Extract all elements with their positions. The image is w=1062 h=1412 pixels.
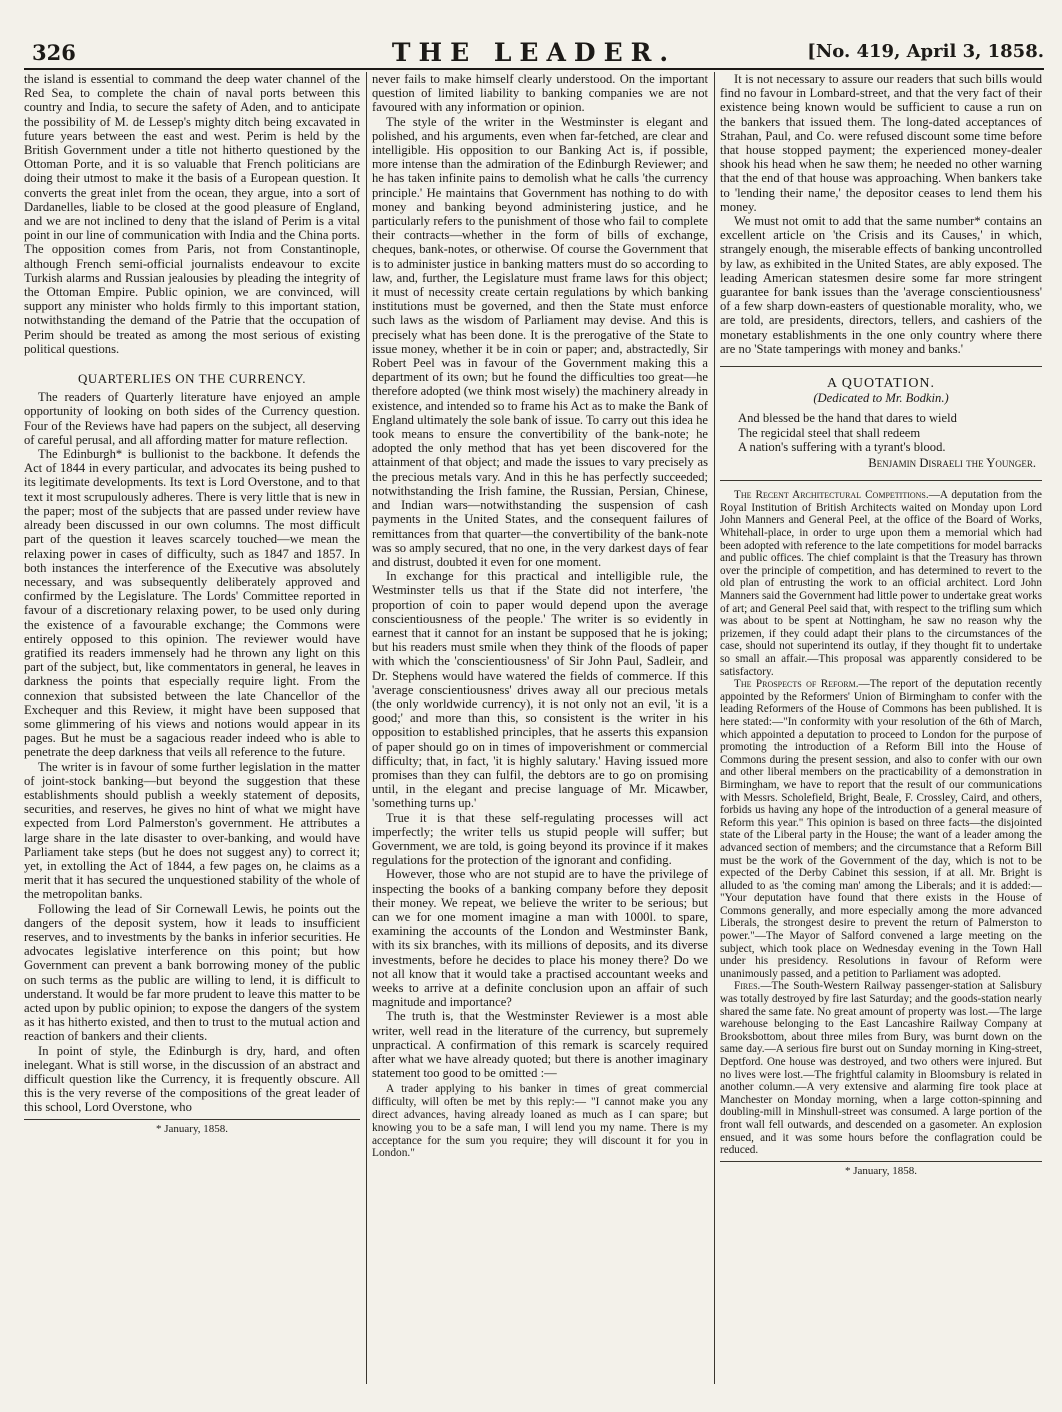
paragraph: The writer is in favour of some further legislation in the matter of joint-stock banking—but beyond the suggestion that these establishments should publish a weekly statement of deposits, securities, and reserves, he gives no hint of what we might have expected from Lord Palmerston's government. He attributes a large share in the late disaster to over-banking, and would have Parliament take steps (but he does not suggest any) to correct it; yet, in extolling the Act of 1844, a few pages on, he claims as a merit that it has secured the unquestioned stability of the whole of the metropolitan banks. bbox=[24, 759, 360, 902]
paragraph: The Edinburgh* is bullionist to the backbone. It defends the Act of 1844 in every particular, and advocates its being pushed to its legitimate developments. Its text is Lord Overstone, and to that text it most scrupulously adheres. There is very little that is new in the paper; most of the subjects that are passed under review have already been discussed in our own columns. The most difficult part of the question it leaves scarcely touched—we mean the relaxing power in cases of difficulty, such as 1847 and 1857. In both instances the interference of the Executive was absolutely necessary, and was subsequently deliberately approved and confirmed by the Legislature. The Lords' Committee reported in favour of a discretionary relaxing power, to be used only during the existence of a favourable exchange; the Commons were entirely opposed to this opinion. The reviewer would have gratified its readers immensely had he thrown any light on this part of the subject, but, like commentators in general, he leaves in darkness the points that especially require light. From the connexion that subsisted between the late Chancellor of the Exchequer and this Review, it might have been supposed that some glimmering of his views and notions would appear in its pages. But he must be a sagacious reader indeed who is able to penetrate the deep darkness that veils all reference to the future. bbox=[24, 447, 360, 760]
section-divider bbox=[720, 366, 1042, 367]
news-item bbox=[720, 678, 1042, 980]
paragraph: True it is that these self-regulating processes will act imperfectly; the writer tells us stupid people will suffer; but Government, we are told, is going beyond its province if it makes regulations for the protection of the ignorant and confiding. bbox=[372, 810, 708, 868]
paragraph: In exchange for this practical and intelligible rule, the Westminster tells us that if the State did not interfere, 'the proportion of coin to paper would depend upon the average conscientiousness of the people.' The writer is so evidently in earnest that it cannot for an instant be supposed that he is joking; but his readers must smile when they think of the floods of paper with which the 'conscientiousness' of Sir John Paul, Sadleir, and Dr. Stephens would have watered the fields of commerce. If this 'average conscientiousness' drives away all our precious metals (the only worldwide currency), it is not only not an evil, 'it is a good;' and more than this, so consistent is the writer in his opposition to established principles, that he asserts this expansion of paper should go on in times of impoverishment or commercial difficulty; that, in fact, 'it is highly salutary.' Having issued more promises than they can fulfil, the debtors are to go on promising until, in the elegant and precise language of Mr. Micawber, 'something turns up.' bbox=[372, 569, 708, 811]
verse-author: Benjamin Disraeli the Younger. bbox=[868, 456, 1036, 471]
masthead bbox=[24, 38, 1044, 70]
column-3 bbox=[720, 72, 1042, 1384]
article-heading: QUARTERLIES ON THE CURRENCY. bbox=[78, 371, 306, 387]
section-divider bbox=[720, 480, 1042, 481]
paragraph: The truth is, that the Westminster Reviewer is a most able writer, well read in the literature of the currency, but supremely unpractical. A confirmation of this remark is scarcely required after what we have already quoted; but there is another imaginary statement too good to be omitted :— bbox=[372, 1009, 708, 1081]
paragraph: However, those who are not stupid are to have the privilege of inspecting the books of a banking company before they deposit their money. We repeat, we believe the writer to be serious; but can we for one moment imagine a man with 1000l. to spare, examining the accounts of the London and Westminster Bank, with its six branches, with its millions of deposits, and its diverse investments, before he decides to place his money there? Do we not all know that it would take a practised accountant weeks and weeks to arrive at a definite conclusion upon an affair of such magnitude and importance? bbox=[372, 867, 708, 1010]
news-item-lead: The Recent Architectural Competitions. bbox=[734, 489, 929, 502]
news-item-text: —A deputation from the Royal Institution of British Architects waited on Monday upon Lord John Manners and General Peel, at the office of the Board of Works, Whitehall-place, in order to urge upon them a memorial which had been adopted with reference to the late competitions for model barracks and public offices. The chief complaint is that the Treasury has thrown over the principle of competition, and has determined to revert to the old plan of entrusting the work to an official architect. Lord John Manners said the Government had little power to undertake great works of art; and General Peel said that, with respect to the trifling sum which was about to be spent at Nottingham, he saw no reason why the prizemen, if they could adapt their plans to the circumstances of the case, should not superintend its outlay, if they thought fit to undertake so small an affair.—This proposal was apparently considered to be satisfactory. bbox=[720, 489, 1042, 678]
verse-line: The regicidal steel that shall redeem bbox=[738, 425, 921, 440]
news-item bbox=[720, 980, 1042, 1156]
footnote: * January, 1858. bbox=[720, 1161, 1042, 1178]
news-item bbox=[720, 489, 1042, 678]
page-number: 326 bbox=[32, 40, 76, 65]
quotation-box bbox=[720, 377, 1042, 470]
paragraph: never fails to make himself clearly understood. On the important question of limited liability to banking companies we are not favoured with any information or opinion. bbox=[372, 72, 708, 115]
paragraph: We must not omit to add that the same number* contains an excellent article on 'the Crisis and its Causes,' in which, strangely enough, the miserable effects of banking uncontrolled by law, as exhibited in the United States, are ably exposed. The leading American statesmen desire some far more stringent guarantee for bank issues than the 'average conscientiousness' of a few sharp down-easters of questionable morality, who, we are told, are presidents, directors, tellers, and cashiers of the monetary establishments in the one only country where there are no 'State tamperings with money and banks.' bbox=[720, 214, 1042, 356]
news-item-text: —The report of the deputation recently appointed by the Reformers' Union of Birmingham to confer with the leading Reformers of the House of Commons has been published. It is here stated:—"In conformity with your resolution of the 6th of March, which appointed a deputation to proceed to London for the purpose of promoting the introduction of a Reform Bill into the House of Commons during the present session, and also to confer with our own and other liberal members on the practicability of a demonstration in Birmingham, we have to report that the result of our communications with Messrs. Scholefield, Bright, Beale, F. Crossley, Caird, and others, forbids us having any hope of the introduction of a general measure of Reform this year." This opinion is based on three facts—the disjointed state of the Liberal party in the House; the want of a leader among the advanced section of members; and the circumstance that a Reform Bill must be the work of the Government of the day, which is not to be expected of the Derby Cabinet this session, if at all. Mr. Bright is alluded to as 'the coming man' among the Liberals; and it is added:— "Your deputation have found that there exists in the House of Commons generally, and more especially among the more advanced Liberals, the strongest desire to prevent the return of Palmerston to power."—The Mayor of Salford convened a large meeting on the subject, which took place on Wednesday evening in the Town Hall under his presidency. Resolutions in favour of Reform were unanimously passed, and a petition to Parliament was adopted. bbox=[720, 678, 1042, 980]
paragraph: The readers of Quarterly literature have enjoyed an ample opportunity of looking on both sides of the Currency question. Four of the Reviews have had papers on the subject, all deserving of careful perusal, and all affording matter for mature reflection. bbox=[24, 390, 360, 447]
column-rule bbox=[366, 72, 367, 1384]
issue-info: [No. 419, April 3, 1858. bbox=[807, 41, 1044, 62]
paragraph: The style of the writer in the Westminster is elegant and polished, and his arguments, even when far-fetched, are clear and intelligible. His opposition to our Banking Act is, if possible, more intense than the admiration of the Edinburgh Reviewer; and he has taken infinite pains to demolish what he calls 'the currency principle.' He maintains that Government has nothing to do with money and banking beyond administering justice, and he particularly refers to the punishment of those who fail to complete their contracts—whether in the form of bills of exchange, cheques, bank-notes, or otherwise. Of course the Government that is to administer justice in banking matters must do so according to law, and, further, the Legislature must frame laws for this object; it must of necessity create certain regulations by which banking institutions must be governed, and then the State must enforce such laws as the wisdom of Parliament may devise. And this is precisely what has been done. It is the prerogative of the State to issue money, whether it be in coin or paper; and, abstractedly, Sir Robert Peel was in favour of the Government making this a department of its own; but he found the difficulties too great—he therefore adopted (we think most wisely) the machinery already in existence, and intended so to frame his Act as to make the Bank of England ultimately the sole bank of issue. To carry out this idea he took means to ensure the convertibility of the bank-note; he adopted the only method that has yet been discovered for the attainment of that object; and made the issues to vary precisely as the precious metals vary. And in this he has perfectly succeeded; notwithstanding the Irish famine, the Russian, Persian, Chinese, and Indian wars—notwithstanding the suspension of cash payments in the United States, and the consequent failures of remittances from that quarter—the convertibility of the bank-note was so amply secured, that no one, in the very darkest days of fear and distrust, doubted it even for one moment. bbox=[372, 114, 708, 569]
column-rule bbox=[714, 72, 715, 1384]
news-item-lead: The Prospects of Reform. bbox=[734, 678, 859, 691]
column-2 bbox=[372, 72, 708, 1384]
paragraph: It is not necessary to assure our readers that such bills would find no favour in Lombard-street, and that the very fact of their existence being known would be sufficient to cause a run on the bankers that issued them. The long-dated acceptances of Strahan, Paul, and Co. were refused discount some time before that house stopped payment; the experienced money-dealer shook his head when he saw them; he needed no other warning that the end of that house was approaching. When bankers take to 'lending their name,' the depositor ceases to lend them his money. bbox=[720, 72, 1042, 214]
paragraph: Following the lead of Sir Cornewall Lewis, he points out the dangers of the deposit system, how it leads to insufficient reserves, and to investments by the banks in inferior securities. He advocates legislative interference on this point; but how Government can prevent a bank borrowing money of the public on such terms as the public are willing to lend, it is difficult to understand. It would be far more prudent to leave this matter to be acted upon by public opinion; to expose the dangers of the system as it has hitherto existed, and then to trust to the mutual action and reaction of bankers and their clients. bbox=[24, 901, 360, 1044]
footnote: * January, 1858. bbox=[24, 1119, 360, 1136]
news-item-text: —The South-Western Railway passenger-station at Salisbury was totally destroyed by fire last Saturday; and the goods-station nearly shared the same fate. No great amount of property was lost.—The large warehouse belonging to the East Lancashire Railway Company at Brooksbottom, about three miles from Bury, was burnt down on the same day.—A serious fire burst out on Sunday morning in King-street, Deptford. One house was destroyed, and two others were injured. But no lives were lost.—The frightful calamity in Bloomsbury is related in another column.—A very extensive and alarming fire took place at Manchester on Monday morning, when a large cotton-spinning and doubling-mill in Minshull-street was consumed. A large portion of the front wall fell outwards, and descended on a gasometer. An explosion ensued, and it was some hours before the conflagration could be reduced. bbox=[720, 980, 1042, 1157]
quotation-dedication: (Dedicated to Mr. Bodkin.) bbox=[813, 391, 949, 406]
news-item-lead: Fires. bbox=[734, 980, 761, 993]
quotation-title: A QUOTATION. bbox=[826, 376, 936, 392]
verse-line: A nation's suffering with a tyrant's blood. bbox=[738, 439, 946, 454]
paragraph: In point of style, the Edinburgh is dry, hard, and often inelegant. What is still worse, in the discussion of an abstract and difficult question like the Currency, it is frequently obscure. All this is the very reverse of the compositions of the great leader of this school, Lord Overstone, who bbox=[24, 1043, 360, 1115]
column-1 bbox=[24, 72, 360, 1384]
newspaper-title: THE LEADER. bbox=[391, 38, 677, 67]
verse-line: And blessed be the hand that dares to wield bbox=[738, 411, 957, 426]
quoted-letter: A trader applying to his banker in times of great commercial difficulty, will often be met by this reply:— "I cannot make you any direct advances, having already loaned as much as I can spare; but knowing you to be a safe man, I will lend you my name. There is my acceptance for the sum you require; they will discount it for you in London." bbox=[372, 1083, 708, 1160]
paragraph: the island is essential to command the deep water channel of the Red Sea, to complete the chain of naval ports between this country and India, to secure the safety of Aden, and to anticipate the possibility of M. de Lessep's mighty ditch being excavated in future years between the east and west. Perim is held by the British Government under a title not hitherto questioned by the Ottoman Porte, and it is so valuable that French politicians are doing their utmost to make it the basis of a European question. It converts the great inlet from the ocean, they argue, into a sort of Dardanelles, liable to be closed at the good pleasure of England, and we are not inclined to deny that the island of Perim is a vital point in our line of communication with India and the China ports. The opposition comes from Paris, not from Constantinople, although French semi-official journalists endeavour to excite Turkish alarms and Russian jealousies by pleading the integrity of the Ottoman Empire. Public opinion, we are convinced, will support any minister who holds firmly to this important station, notwithstanding the demand of the Patrie that the occupation of Perim should be treated as among the most serious of existing political questions. bbox=[24, 72, 360, 356]
